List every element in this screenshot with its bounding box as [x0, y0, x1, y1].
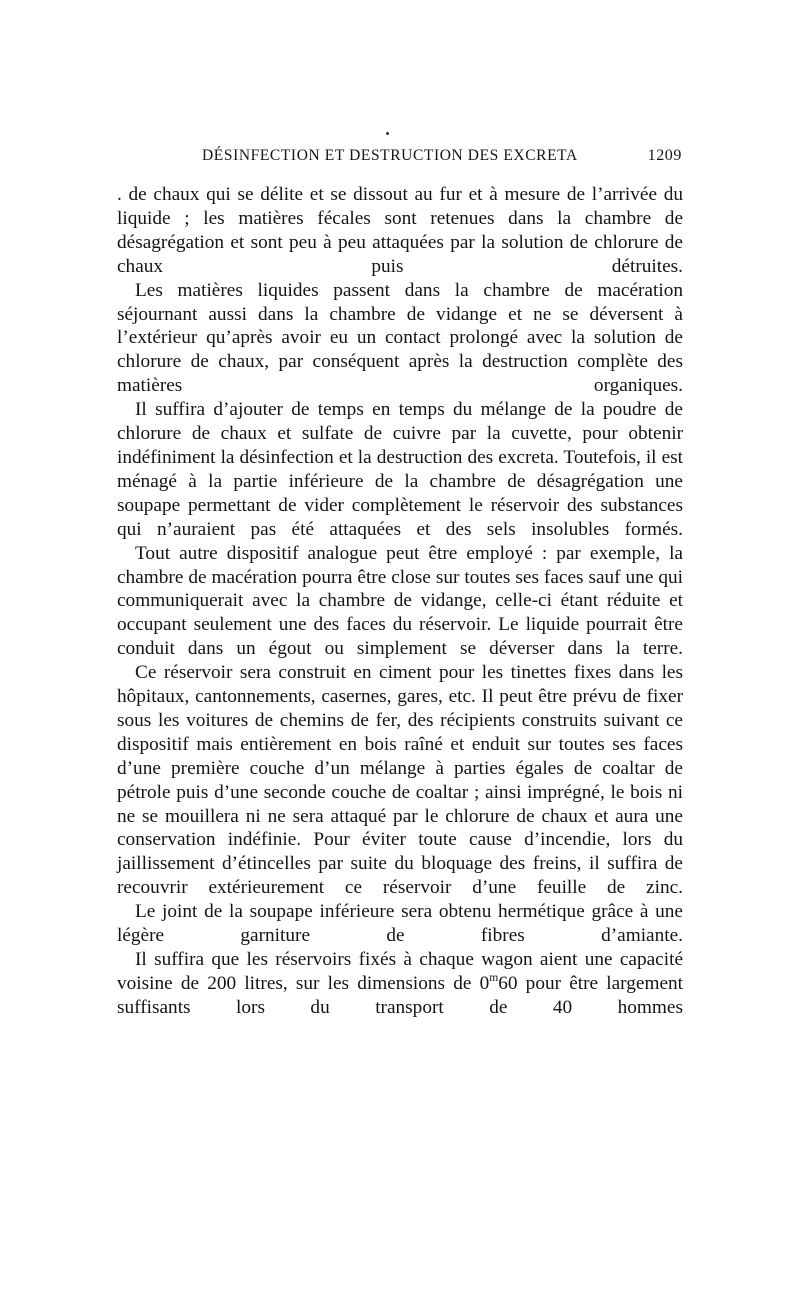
paragraph-reservoir-capacity: [117, 948, 683, 1020]
paragraph-valve-joint: Le joint de la soupape inférieure sera obtenu hermétique grâce à une légère garniture de fibres d’amiante.: [117, 901, 683, 947]
capacity-text-before: Il suffira que les réservoirs fixés à chaque wagon aient une capacité voisine de 200 litres, sur les dimensions de 0: [117, 949, 683, 994]
paragraph-continued: . de chaux qui se délite et se dissout au fur et à mesure de l’arrivée du liquide ; les matières fécales sont retenues dans la chambre de désagrégation et sont peu à peu attaquées par la solution de chlorure de chaux puis détruites.: [117, 184, 683, 277]
running-head: [202, 147, 682, 169]
page-number: 1209: [647, 147, 682, 164]
meter-superscript: m: [489, 970, 499, 984]
paragraph-liquid-matter: Les matières liquides passent dans la chambre de macération séjournant aussi dans la chambre de vidange et ne se déversent à l’extérieur qu’après avoir eu un contact prolongé avec la solution de chlorure de chaux, par conséquent après la destruction complète des matières organiques.: [117, 279, 683, 397]
capacity-text-after: 60 pour être largement suffisants lors du transport de 40 hommes: [117, 972, 684, 1018]
paragraph-alternative-device: Tout autre dispositif analogue peut être employé : par exemple, la chambre de macération pourra être close sur toutes ses faces sauf une qui communiquerait avec la chambre de vidange, celle-ci étant réduite et occupant seulement une des faces du réservoir. Le liquide pourrait être conduit dans un égout ou simplement se déverser dans la terre.: [117, 542, 683, 660]
paragraph-adding-mixture: Il suffira d’ajouter de temps en temps du mélange de la poudre de chlorure de chaux et sulfate de cuivre par la cuvette, pour obtenir indéfiniment la désinfection et la destruction des excreta. Toutefois, il est ménagé à la partie inférieure de la chambre de désagrégation une soupape permettant de vider complètement le réservoir des substances qui n’auraient pas été attaquées et des sels insolubles formés.: [117, 399, 683, 540]
body-text: [117, 183, 683, 1020]
running-title: DÉSINFECTION ET DESTRUCTION DES EXCRETA: [202, 147, 578, 164]
top-dot-mark: [386, 132, 389, 135]
paragraph-reservoir-construction: Ce réservoir sera construit en ciment pour les tinettes fixes dans les hôpitaux, cantonnements, casernes, gares, etc. Il peut être prévu de fixer sous les voitures de chemins de fer, des récipients construits suivant ce dispositif mais entièrement en bois raîné et enduit sur toutes ses faces d’une première couche d’un mélange à parties égales de coaltar de pétrole puis d’une seconde couche de coaltar ; ainsi imprégné, le bois ni ne se mouillera ni ne sera attaqué par le chlorure de chaux et aura une conservation indéfinie. Pour éviter toute cause d’incendie, lors du jaillissement d’étincelles par suite du bloquage des freins, il suffira de recouvrir extérieurement ce réservoir d’une feuille de zinc.: [117, 662, 683, 899]
